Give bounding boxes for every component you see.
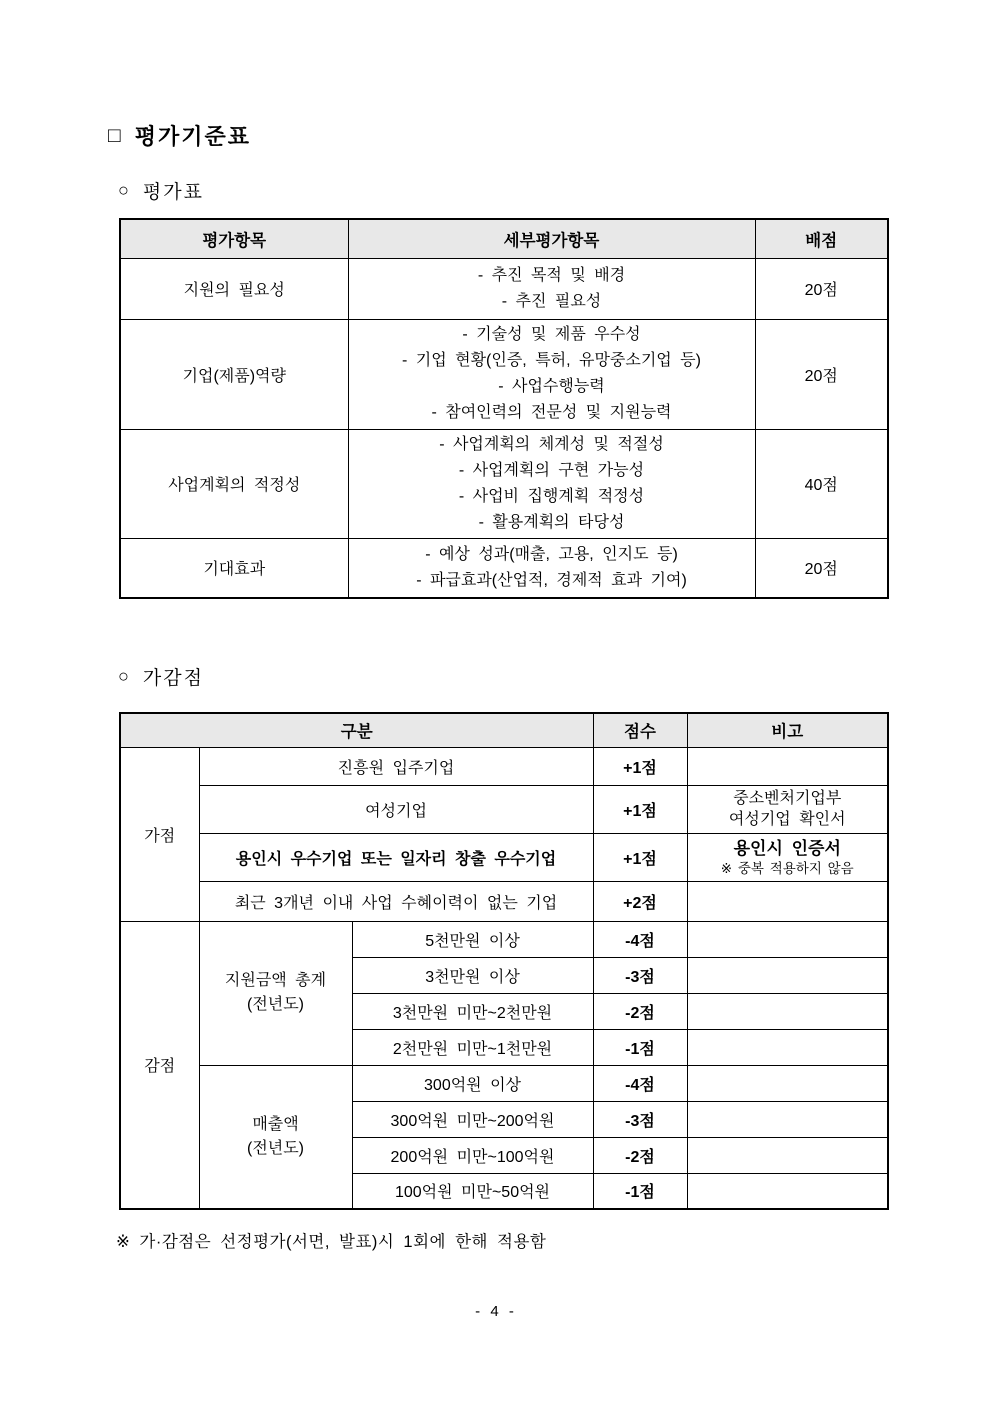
bonus-note-cell [687, 747, 888, 785]
subgroup-line: (전년도) [246, 996, 305, 1013]
bonus-criteria-cell: 용인시 우수기업 또는 일자리 창출 우수기업 [199, 833, 593, 881]
penalty-note-cell [687, 1101, 888, 1137]
bonus-criteria-cell: 여성기업 [199, 785, 593, 833]
eval-detail-cell [348, 319, 755, 429]
table-row [120, 429, 888, 538]
penalty-note-cell [687, 957, 888, 993]
adjust-header-score: 점수 [593, 713, 687, 747]
penalty-subgroup-cell [199, 1065, 352, 1209]
penalty-note-cell [687, 1029, 888, 1065]
section-heading-text: 평가표 [142, 182, 204, 203]
circle-bullet-icon: ○ [118, 666, 131, 686]
penalty-note-cell [687, 921, 888, 957]
eval-score-cell: 20점 [755, 319, 888, 429]
eval-header-detail: 세부평가항목 [348, 219, 755, 258]
detail-line: - 사업수행능력 [498, 378, 605, 395]
penalty-range-cell: 300억원 미만~200억원 [352, 1101, 593, 1137]
section-heading-text: 가감점 [142, 668, 204, 689]
table-row [120, 319, 888, 429]
bonus-note-cell [687, 785, 888, 833]
table-row [120, 1065, 888, 1101]
detail-line: - 활용계획의 타당성 [478, 513, 625, 531]
bonus-criteria-cell: 최근 3개년 이내 사업 수혜이력이 없는 기업 [199, 881, 593, 921]
subgroup-line: 지원금액 총계 [224, 972, 327, 989]
penalty-range-cell: 300억원 이상 [352, 1065, 593, 1101]
eval-detail-cell [348, 538, 755, 598]
eval-criteria-table [119, 218, 889, 599]
table-row [120, 258, 888, 319]
penalty-score-cell: -4점 [593, 1065, 687, 1101]
penalty-score-cell: -4점 [593, 921, 687, 957]
bonus-note-cell [687, 881, 888, 921]
detail-line: - 참여인력의 전문성 및 지원능력 [431, 404, 672, 421]
bonus-note-cell [687, 833, 888, 881]
detail-line: - 예상 성과(매출, 고용, 인지도 등) [425, 545, 678, 563]
bonus-score-cell: +2점 [593, 881, 687, 921]
penalty-group-cell: 감점 [120, 921, 199, 1209]
table-row [120, 747, 888, 785]
eval-item-cell: 기대효과 [120, 538, 348, 598]
detail-line: - 파급효과(산업적, 경제적 효과 기여) [416, 571, 687, 589]
eval-item-cell: 사업계획의 적정성 [120, 429, 348, 538]
penalty-range-cell: 3천만원 이상 [352, 957, 593, 993]
penalty-range-cell: 5천만원 이상 [352, 921, 593, 957]
penalty-range-cell: 200억원 미만~100억원 [352, 1137, 593, 1173]
eval-score-cell: 20점 [755, 258, 888, 319]
adjust-header-note: 비고 [687, 713, 888, 747]
subgroup-line: 매출액 [252, 1115, 299, 1133]
detail-line: - 추진 목적 및 배경 [477, 266, 626, 284]
page-title [108, 120, 251, 151]
page-title-text: 평가기준표 [134, 124, 251, 149]
penalty-score-cell: -3점 [593, 1101, 687, 1137]
note-main: 용인시 인증서 [733, 838, 841, 858]
table-row [120, 538, 888, 598]
bonus-score-cell: +1점 [593, 785, 687, 833]
bonus-score-cell: +1점 [593, 833, 687, 881]
penalty-range-cell: 3천만원 미만~2천만원 [352, 993, 593, 1029]
penalty-score-cell: -2점 [593, 993, 687, 1029]
adjust-header-row [120, 713, 888, 747]
eval-item-cell: 기업(제품)역량 [120, 319, 348, 429]
eval-header-score: 배점 [755, 219, 888, 258]
square-bullet-icon: □ [108, 123, 123, 147]
detail-line: - 사업계획의 구현 가능성 [458, 461, 645, 479]
penalty-note-cell [687, 1137, 888, 1173]
note-sub: ※ 중복 적용하지 않음 [720, 860, 854, 876]
detail-line: - 기술성 및 제품 우수성 [462, 326, 641, 343]
eval-header-row [120, 219, 888, 258]
eval-score-cell: 40점 [755, 429, 888, 538]
detail-line: - 사업비 집행계획 적정성 [458, 487, 645, 505]
bonus-score-cell: +1점 [593, 747, 687, 785]
penalty-note-cell [687, 1065, 888, 1101]
penalty-note-cell [687, 993, 888, 1029]
penalty-score-cell: -3점 [593, 957, 687, 993]
detail-line: - 기업 현황(인증, 특허, 유망중소기업 등) [402, 352, 701, 369]
penalty-range-cell: 2천만원 미만~1천만원 [352, 1029, 593, 1065]
penalty-score-cell: -2점 [593, 1137, 687, 1173]
table-row [120, 881, 888, 921]
eval-item-cell: 지원의 필요성 [120, 258, 348, 319]
section-heading-eval [118, 177, 204, 204]
eval-score-cell: 20점 [755, 538, 888, 598]
penalty-subgroup-cell [199, 921, 352, 1065]
subgroup-line: (전년도) [246, 1139, 305, 1157]
eval-detail-cell [348, 258, 755, 319]
table-row [120, 833, 888, 881]
penalty-range-cell: 100억원 미만~50억원 [352, 1173, 593, 1209]
adjust-header-category: 구분 [120, 713, 593, 747]
note-line: 여성기업 확인서 [728, 811, 846, 828]
bonus-penalty-table [119, 712, 889, 1210]
penalty-note-cell [687, 1173, 888, 1209]
bonus-criteria-cell: 진흥원 입주기업 [199, 747, 593, 785]
penalty-score-cell: -1점 [593, 1029, 687, 1065]
circle-bullet-icon: ○ [118, 180, 131, 200]
eval-header-item: 평가항목 [120, 219, 348, 258]
penalty-score-cell: -1점 [593, 1173, 687, 1209]
footnote: ※ 가·감점은 선정평가(서면, 발표)시 1회에 한해 적용함 [116, 1233, 547, 1251]
eval-detail-cell [348, 429, 755, 538]
table-row [120, 785, 888, 833]
bonus-group-cell: 가점 [120, 747, 199, 921]
table-row [120, 921, 888, 957]
note-line: 중소벤처기업부 [733, 790, 842, 807]
section-heading-adjust [118, 663, 204, 690]
detail-line: - 사업계획의 체계성 및 적절성 [439, 435, 664, 453]
page-number: - 4 - [475, 1303, 517, 1320]
detail-line: - 추진 필요성 [501, 292, 602, 310]
